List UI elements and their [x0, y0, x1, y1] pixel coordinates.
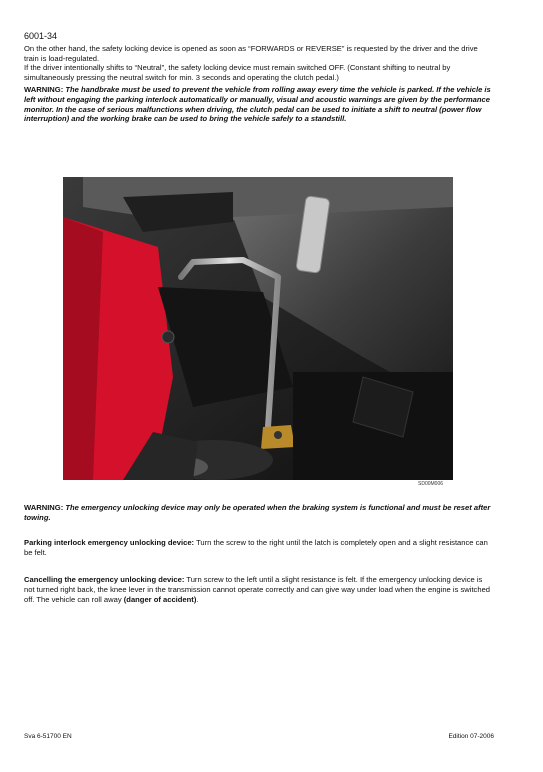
cancelling-section: [24, 575, 494, 604]
photo-code: SD00M006: [418, 481, 444, 487]
emergency-unlocking-lever-photo: [63, 177, 453, 480]
warning-handbrake: [24, 85, 494, 123]
warning-label: WARNING:: [24, 503, 64, 512]
intro-text: [24, 44, 494, 124]
warning-text: The handbrake must be used to prevent the vehicle from rolling away every time the vehicle is parked. If the vehicle is left without engaging the parking interlock automatically or manually, visual and acoustic warnings are given by the performance monitor. In the case of serious malfunctions when driving, the clutch pedal can be used to initiate a shift to neutral (power flow interruption) and the working brake can be used to bring the vehicle safely to a standstill.: [24, 85, 491, 124]
section-heading: Parking interlock emergency unlocking device:: [24, 538, 195, 547]
footer-edition: Edition 07-2006: [448, 733, 494, 740]
section-text: Turn screw to the left until a slight resistance is felt. If the emergency unlocking device is not turned right back, the knee lever in the transmission cannot operate correctly and can give way under load when the engine is switched off. The vehicle can roll away: [24, 575, 491, 604]
warning-label: WARNING:: [24, 85, 64, 95]
section-text: Turn the screw to the right until the latch is completely open and a slight resistance can be felt.: [24, 538, 488, 557]
intro-paragraph-2: If the driver intentionally shifts to “Neutral”, the safety locking device must remain switched OFF. (Constant shifting to neutral by simultaneously pressing the neutral switch for min. 3 seconds and operating the clutch pedal.): [24, 63, 451, 82]
intro-paragraph-1: On the other hand, the safety locking device is opened as soon as “FORWARDS or REVERSE” is requested by the driver and the drive train is load-regulated.: [24, 44, 478, 63]
page-number: 6001-34: [24, 31, 58, 41]
warning-emergency: [24, 503, 494, 523]
section-heading: Cancelling the emergency unlocking device:: [24, 575, 185, 584]
parking-interlock-section: [24, 538, 494, 558]
warning-text: The emergency unlocking device may only be operated when the braking system is functional and must be reset after towing.: [24, 503, 491, 522]
danger-note: (danger of accident): [123, 594, 197, 604]
footer-document-id: Sva 6-51700 EN: [24, 733, 72, 740]
section-end: .: [196, 594, 199, 604]
